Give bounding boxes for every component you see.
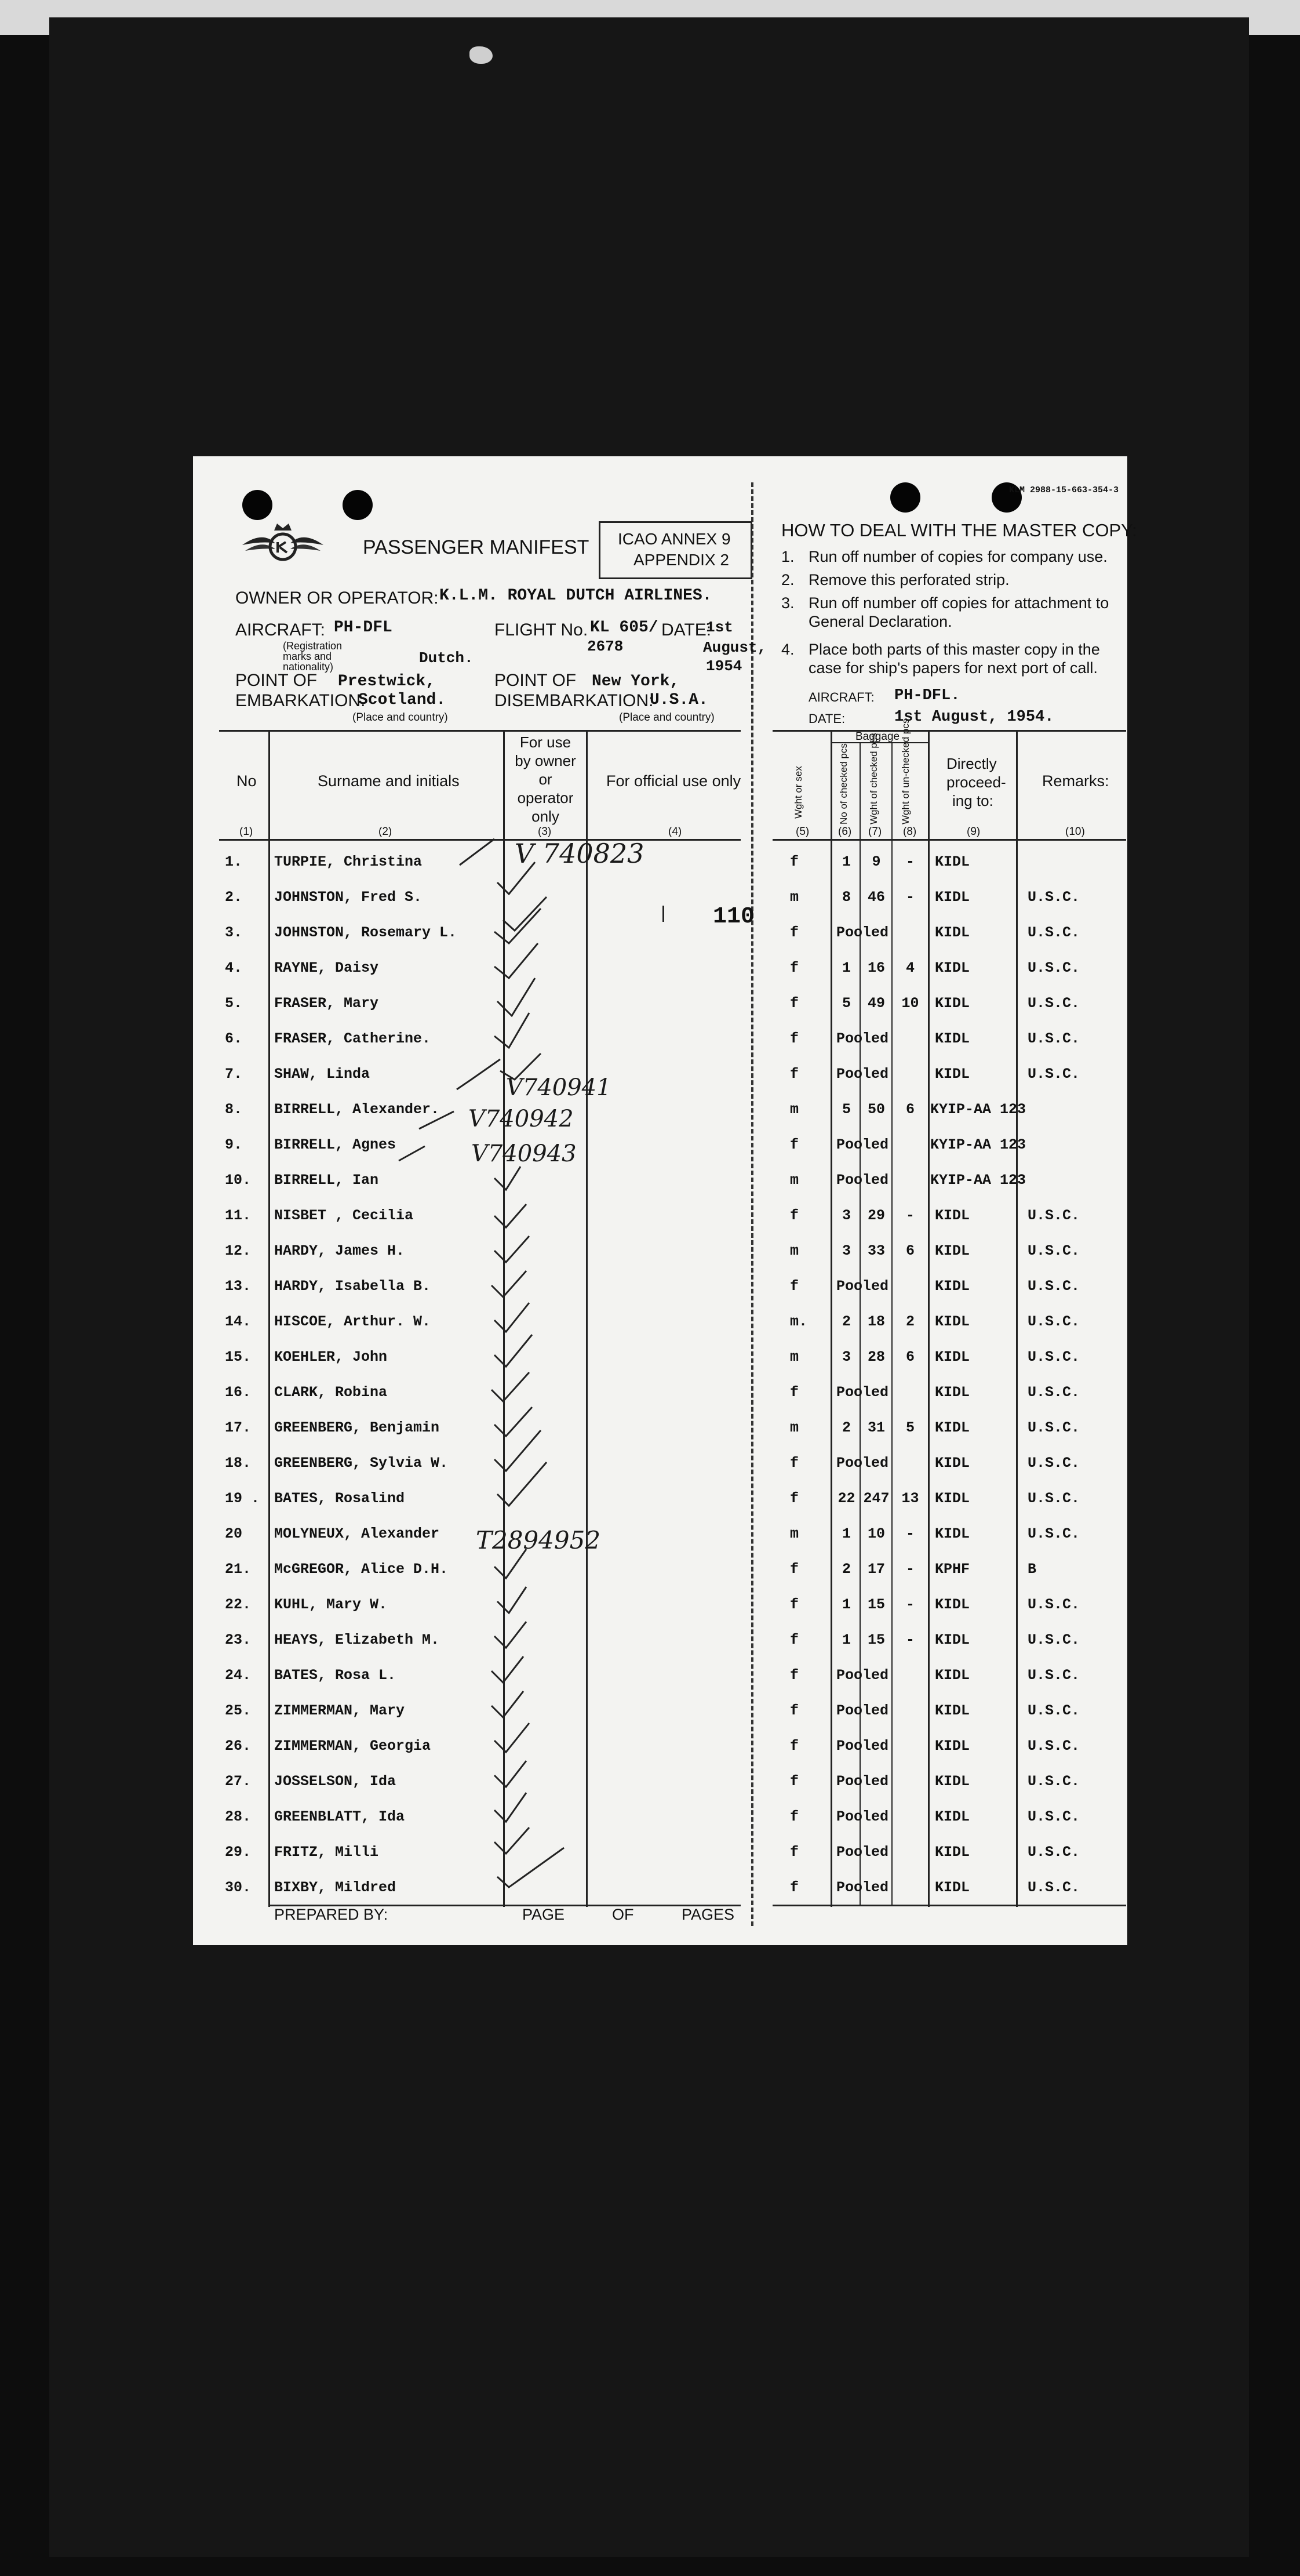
- row-number: 9.: [225, 1136, 243, 1153]
- remarks: U.S.C.: [1028, 1207, 1080, 1224]
- destination: KIDL: [935, 1349, 970, 1365]
- passenger-name: BATES, Rosa L.: [274, 1667, 396, 1684]
- destination: KIDL: [935, 889, 970, 906]
- checked-weight: 29: [867, 1207, 885, 1224]
- col-number: (1): [239, 826, 253, 838]
- header-owner-use-2: by owner: [515, 752, 576, 769]
- passenger-sex: m: [790, 1101, 799, 1118]
- disembarkation-label-2: DISEMBARKATION:: [494, 691, 654, 710]
- unchecked-weight: 5: [905, 1419, 915, 1436]
- owner-value: K.L.M. ROYAL DUTCH AIRLINES.: [439, 587, 712, 605]
- unchecked-weight: -: [905, 889, 915, 906]
- remarks: U.S.C.: [1028, 1879, 1080, 1896]
- passenger-sex: f: [790, 1384, 799, 1401]
- embarkation-note: (Place and country): [352, 711, 448, 724]
- passenger-sex: f: [790, 1030, 799, 1047]
- destination: KIDL: [935, 1667, 970, 1684]
- checked-pieces: 1: [842, 1632, 851, 1648]
- destination: KIDL: [935, 1207, 970, 1224]
- passenger-name: MOLYNEUX, Alexander: [274, 1525, 440, 1542]
- passenger-sex: f: [790, 1490, 799, 1507]
- disembarkation-value-1: New York,: [592, 673, 680, 691]
- passenger-sex: f: [790, 1632, 799, 1648]
- remarks: U.S.C.: [1028, 1808, 1080, 1825]
- checked-pieces: 2: [842, 1313, 851, 1330]
- remarks: U.S.C.: [1028, 1632, 1080, 1648]
- dust-speck: [469, 46, 493, 64]
- passenger-sex: m: [790, 889, 799, 906]
- row-number: 22.: [225, 1596, 252, 1613]
- remarks: U.S.C.: [1028, 1773, 1080, 1790]
- checked-pieces: Pooled: [836, 1030, 889, 1047]
- row-number: 3.: [225, 924, 243, 941]
- remarks: U.S.C.: [1028, 1596, 1080, 1613]
- master-date-label: DATE:: [809, 711, 846, 726]
- embarkation-value-2: Scotland.: [358, 691, 446, 709]
- remarks: U.S.C.: [1028, 889, 1080, 906]
- prepared-by-label: PREPARED BY:: [274, 1906, 388, 1923]
- checked-weight: 31: [867, 1419, 885, 1436]
- passenger-sex: f: [790, 1561, 799, 1578]
- passenger-name: SHAW, Linda: [274, 1066, 370, 1082]
- stub-code: KLM 2988-15-663-354-3: [1009, 485, 1119, 495]
- unchecked-weight: 6: [905, 1242, 915, 1259]
- date-value-2: August,: [703, 639, 767, 656]
- pages-label: PAGES: [682, 1906, 735, 1923]
- header-checked-wght: Wght of checked pcs: [868, 733, 879, 824]
- passenger-name: FRITZ, Milli: [274, 1844, 379, 1861]
- header-owner-use-5: only: [531, 808, 559, 825]
- checked-pieces: Pooled: [836, 1773, 889, 1790]
- passenger-sex: f: [790, 1455, 799, 1472]
- header-unchecked-wght: Wght of un-checked pcs: [900, 718, 911, 824]
- row-number: 19 .: [225, 1490, 260, 1507]
- remarks: U.S.C.: [1028, 1844, 1080, 1861]
- destination: KIDL: [935, 1632, 970, 1648]
- header-remarks: Remarks:: [1042, 772, 1109, 790]
- row-number: 29.: [225, 1844, 252, 1861]
- destination: KIDL: [935, 924, 970, 941]
- passenger-sex: f: [790, 1207, 799, 1224]
- unchecked-weight: 13: [901, 1490, 919, 1507]
- checked-pieces: Pooled: [836, 1738, 889, 1754]
- checked-weight: 247: [863, 1490, 890, 1507]
- col-number: (5): [796, 826, 810, 838]
- master-step-cont: case for ship's papers for next port of call.: [809, 659, 1098, 677]
- checked-pieces: Pooled: [836, 1667, 889, 1684]
- row-number: 15.: [225, 1349, 252, 1365]
- checked-pieces: Pooled: [836, 1702, 889, 1719]
- passenger-name: KUHL, Mary W.: [274, 1596, 388, 1613]
- row-number: 6.: [225, 1030, 243, 1047]
- header-checked-pcs: No of checked pcs: [838, 743, 849, 824]
- unchecked-weight: -: [905, 1207, 915, 1224]
- header-owner-use-3: or: [538, 771, 552, 788]
- remarks: U.S.C.: [1028, 1278, 1080, 1295]
- checked-pieces: Pooled: [836, 1136, 889, 1153]
- passenger-name: HISCOE, Arthur. W.: [274, 1313, 431, 1330]
- master-step-num: 3.: [781, 594, 795, 612]
- row-number: 4.: [225, 960, 243, 976]
- unchecked-weight: -: [905, 1596, 915, 1613]
- checked-pieces: 1: [842, 960, 851, 976]
- col-number: (10): [1065, 826, 1085, 838]
- passenger-name: TURPIE, Christina: [274, 853, 423, 870]
- remarks: U.S.C.: [1028, 1066, 1080, 1082]
- row-number: 13.: [225, 1278, 252, 1295]
- handwritten-number: V740941: [506, 1074, 611, 1101]
- checked-pieces: Pooled: [836, 1808, 889, 1825]
- row-number: 14.: [225, 1313, 252, 1330]
- unchecked-weight: 6: [905, 1101, 915, 1118]
- unchecked-weight: 10: [901, 995, 919, 1012]
- unchecked-weight: -: [905, 1632, 915, 1648]
- passenger-sex: f: [790, 1066, 799, 1082]
- icao-annex: ICAO ANNEX 9: [618, 530, 731, 548]
- row-number: 26.: [225, 1738, 252, 1754]
- passenger-name: BIRRELL, Alexander.: [274, 1101, 440, 1118]
- passenger-sex: m: [790, 1172, 799, 1189]
- checked-pieces: Pooled: [836, 1879, 889, 1896]
- destination: KIDL: [935, 1030, 970, 1047]
- passenger-sex: f: [790, 1879, 799, 1896]
- passenger-name: HEAYS, Elizabeth M.: [274, 1632, 440, 1648]
- passenger-name: GREENBERG, Benjamin: [274, 1419, 440, 1436]
- master-step-cont: General Declaration.: [809, 613, 952, 630]
- passenger-sex: f: [790, 1278, 799, 1295]
- master-date-value: 1st August, 1954.: [894, 709, 1054, 726]
- row-number: 16.: [225, 1384, 252, 1401]
- passenger-name: JOSSELSON, Ida: [274, 1773, 396, 1790]
- header-directly-1: Directly: [946, 755, 997, 772]
- row-number: 18.: [225, 1455, 252, 1472]
- row-number: 7.: [225, 1066, 243, 1082]
- owner-label: OWNER OR OPERATOR:: [235, 588, 439, 608]
- unchecked-weight: -: [905, 1525, 915, 1542]
- remarks: U.S.C.: [1028, 1313, 1080, 1330]
- master-aircraft-label: AIRCRAFT:: [809, 690, 875, 704]
- row-number: 30.: [225, 1879, 252, 1896]
- remarks: U.S.C.: [1028, 1490, 1080, 1507]
- checked-pieces: Pooled: [836, 1172, 889, 1189]
- remarks: B: [1028, 1561, 1037, 1578]
- flight-value: KL 605/: [590, 619, 658, 637]
- passenger-name: ZIMMERMAN, Mary: [274, 1702, 405, 1719]
- date-value-1: 1st: [706, 619, 733, 636]
- master-step: Run off number off copies for attachment to: [809, 594, 1109, 612]
- passenger-sex: m: [790, 1525, 799, 1542]
- passenger-name: BIRRELL, Agnes: [274, 1136, 396, 1153]
- disembarkation-note: (Place and country): [619, 711, 715, 724]
- passenger-sex: f: [790, 995, 799, 1012]
- handwritten-number: V 740823: [515, 838, 644, 869]
- destination: KIDL: [935, 1844, 970, 1861]
- passenger-name: BATES, Rosalind: [274, 1490, 405, 1507]
- row-number: 5.: [225, 995, 243, 1012]
- handwritten-number: V740943: [471, 1140, 577, 1167]
- header-official: For official use only: [606, 772, 741, 790]
- checked-weight: 15: [867, 1596, 885, 1613]
- of-label: OF: [612, 1906, 634, 1923]
- passenger-name: HARDY, James H.: [274, 1242, 405, 1259]
- passenger-sex: m: [790, 1349, 799, 1365]
- master-step: Remove this perforated strip.: [809, 571, 1010, 588]
- row-number: 23.: [225, 1632, 252, 1648]
- row-number: 21.: [225, 1561, 252, 1578]
- destination: KIDL: [935, 1066, 970, 1082]
- destination: KIDL: [935, 1525, 970, 1542]
- checked-pieces: Pooled: [836, 1278, 889, 1295]
- manifest-paper: [193, 456, 1137, 1945]
- destination: KIDL: [935, 1879, 970, 1896]
- unchecked-weight: -: [905, 1561, 915, 1578]
- form-title: PASSENGER MANIFEST: [363, 536, 589, 558]
- destination: KYIP-AA 123: [930, 1101, 1026, 1118]
- handwritten-number: V740942: [468, 1106, 574, 1132]
- checked-pieces: 3: [842, 1207, 851, 1224]
- header-no: No: [236, 772, 257, 790]
- checked-pieces: Pooled: [836, 1844, 889, 1861]
- checked-pieces: 2: [842, 1419, 851, 1436]
- master-step: Place both parts of this master copy in the: [809, 641, 1100, 658]
- checked-pieces: 1: [842, 1525, 851, 1542]
- passenger-name: HARDY, Isabella B.: [274, 1278, 431, 1295]
- col-number: (8): [903, 826, 917, 838]
- row-number: 17.: [225, 1419, 252, 1436]
- header-owner-use-4: operator: [517, 789, 574, 806]
- row-number: 2.: [225, 889, 243, 906]
- passenger-sex: f: [790, 1667, 799, 1684]
- passenger-name: FRASER, Catherine.: [274, 1030, 431, 1047]
- destination: KIDL: [935, 1384, 970, 1401]
- passenger-sex: f: [790, 924, 799, 941]
- nationality-value: Dutch.: [419, 649, 474, 667]
- checked-weight: 50: [867, 1101, 885, 1118]
- remarks: U.S.C.: [1028, 1702, 1080, 1719]
- passenger-name: GREENBERG, Sylvia W.: [274, 1455, 449, 1472]
- checked-pieces: 8: [842, 889, 851, 906]
- destination: KIDL: [935, 960, 970, 976]
- date-value-3: 1954: [706, 657, 742, 675]
- embarkation-label-2: EMBARKATION:: [235, 691, 366, 710]
- disembarkation-label-1: POINT OF: [494, 671, 577, 690]
- passenger-sex: f: [790, 1596, 799, 1613]
- remarks: U.S.C.: [1028, 1525, 1080, 1542]
- passenger-name: GREENBLATT, Ida: [274, 1808, 405, 1825]
- checked-pieces: 2: [842, 1561, 851, 1578]
- checked-weight: 18: [867, 1313, 885, 1330]
- remarks: U.S.C.: [1028, 1349, 1080, 1365]
- checked-pieces: 5: [842, 1101, 851, 1118]
- checked-pieces: Pooled: [836, 1066, 889, 1082]
- passenger-sex: f: [790, 1738, 799, 1754]
- passenger-name: NISBET , Cecilia: [274, 1207, 414, 1224]
- checked-pieces: 5: [842, 995, 851, 1012]
- master-title: HOW TO DEAL WITH THE MASTER COPY:: [781, 520, 1137, 540]
- passenger-name: JOHNSTON, Fred S.: [274, 889, 423, 906]
- master-step-num: 4.: [781, 641, 795, 658]
- destination: KIDL: [935, 1313, 970, 1330]
- checked-pieces: 22: [837, 1490, 855, 1507]
- row-number: 10.: [225, 1172, 252, 1189]
- aircraft-label: AIRCRAFT:: [235, 620, 326, 640]
- header-directly-3: ing to:: [952, 792, 993, 809]
- passenger-sex: f: [790, 1773, 799, 1790]
- remarks: U.S.C.: [1028, 1667, 1080, 1684]
- col-number: (3): [538, 826, 552, 838]
- row-number: 12.: [225, 1242, 252, 1259]
- master-step-num: 1.: [781, 548, 795, 565]
- passenger-name: RAYNE, Daisy: [274, 960, 379, 976]
- checked-weight: 46: [867, 889, 885, 906]
- checked-pieces: Pooled: [836, 1455, 889, 1472]
- remarks: U.S.C.: [1028, 1242, 1080, 1259]
- master-step-num: 2.: [781, 571, 795, 588]
- remarks: U.S.C.: [1028, 1030, 1080, 1047]
- checked-weight: 16: [867, 960, 885, 976]
- remarks: U.S.C.: [1028, 1419, 1080, 1436]
- master-step: Run off number of copies for company use.: [809, 548, 1108, 565]
- destination: KIDL: [935, 1596, 970, 1613]
- date-label: DATE:: [661, 620, 712, 640]
- destination: KIDL: [935, 1455, 970, 1472]
- col-number: (9): [967, 826, 981, 838]
- handwritten-number: T2894952: [476, 1526, 601, 1554]
- header-name: Surname and initials: [318, 772, 460, 790]
- col-number: (2): [378, 826, 392, 838]
- remarks: U.S.C.: [1028, 1738, 1080, 1754]
- passenger-sex: f: [790, 853, 799, 870]
- header-baggage: Baggage: [855, 731, 900, 743]
- destination: KIDL: [935, 1278, 970, 1295]
- passenger-name: ZIMMERMAN, Georgia: [274, 1738, 431, 1754]
- unchecked-weight: -: [905, 853, 915, 870]
- flight-value-2: 2678: [587, 638, 624, 655]
- passenger-sex: f: [790, 960, 799, 976]
- destination: KIDL: [935, 1773, 970, 1790]
- row-number: 1.: [225, 853, 243, 870]
- passenger-sex: m: [790, 1419, 799, 1436]
- row-number: 27.: [225, 1773, 252, 1790]
- destination: KYIP-AA 123: [930, 1136, 1026, 1153]
- checked-weight: 28: [867, 1349, 885, 1365]
- checked-pieces: Pooled: [836, 1384, 889, 1401]
- row-number: 24.: [225, 1667, 252, 1684]
- col-number: (7): [868, 826, 882, 838]
- col-number: (4): [668, 826, 682, 838]
- checked-weight: 9: [872, 853, 881, 870]
- unchecked-weight: 6: [905, 1349, 915, 1365]
- unchecked-weight: 4: [905, 960, 915, 976]
- destination: KIDL: [935, 1738, 970, 1754]
- passenger-sex: f: [790, 1702, 799, 1719]
- passenger-sex: f: [790, 1136, 799, 1153]
- remarks: U.S.C.: [1028, 1455, 1080, 1472]
- disembarkation-value-2: U.S.A.: [650, 691, 708, 709]
- destination: KIDL: [935, 1702, 970, 1719]
- official-note: 110: [713, 904, 755, 930]
- checked-weight: 33: [867, 1242, 885, 1259]
- checked-weight: 17: [867, 1561, 885, 1578]
- checked-weight: 49: [867, 995, 885, 1012]
- passenger-name: CLARK, Robina: [274, 1384, 388, 1401]
- header-weight-sex: Wght or sex: [793, 766, 804, 819]
- destination: KIDL: [935, 853, 970, 870]
- destination: KYIP-AA 123: [930, 1172, 1026, 1189]
- checked-pieces: Pooled: [836, 924, 889, 941]
- destination: KPHF: [935, 1561, 970, 1578]
- registration-note: (Registration marks and nationality): [283, 640, 343, 673]
- passenger-name: BIRRELL, Ian: [274, 1172, 379, 1189]
- flight-label: FLIGHT No.: [494, 620, 588, 640]
- passenger-sex: f: [790, 1844, 799, 1861]
- row-number: 8.: [225, 1101, 243, 1118]
- header-owner-use-1: For use: [519, 733, 571, 751]
- passenger-sex: m.: [790, 1313, 808, 1330]
- row-number: 25.: [225, 1702, 252, 1719]
- destination: KIDL: [935, 1808, 970, 1825]
- destination: KIDL: [935, 1419, 970, 1436]
- row-number: 20: [225, 1525, 243, 1542]
- checked-weight: 15: [867, 1632, 885, 1648]
- embarkation-label-1: POINT OF: [235, 671, 318, 690]
- passenger-sex: f: [790, 1808, 799, 1825]
- passenger-name: JOHNSTON, Rosemary L.: [274, 924, 457, 941]
- embarkation-value-1: Prestwick,: [338, 673, 436, 691]
- page-label: PAGE: [522, 1906, 565, 1923]
- aircraft-value: PH-DFL: [334, 619, 392, 637]
- remarks: U.S.C.: [1028, 960, 1080, 976]
- passenger-name: McGREGOR, Alice D.H.: [274, 1561, 449, 1578]
- passenger-name: FRASER, Mary: [274, 995, 379, 1012]
- unchecked-weight: 2: [905, 1313, 915, 1330]
- remarks: U.S.C.: [1028, 924, 1080, 941]
- destination: KIDL: [935, 1242, 970, 1259]
- checked-pieces: 1: [842, 853, 851, 870]
- checked-weight: 10: [867, 1525, 885, 1542]
- col-number: (6): [838, 826, 852, 838]
- passenger-name: BIXBY, Mildred: [274, 1879, 396, 1896]
- checked-pieces: 3: [842, 1242, 851, 1259]
- row-number: 28.: [225, 1808, 252, 1825]
- header-directly-2: proceed-: [946, 773, 1006, 791]
- icao-appendix: APPENDIX 2: [633, 551, 729, 569]
- passenger-name: KOEHLER, John: [274, 1349, 388, 1365]
- checked-pieces: 1: [842, 1596, 851, 1613]
- checked-pieces: 3: [842, 1349, 851, 1365]
- passenger-sex: m: [790, 1242, 799, 1259]
- remarks: U.S.C.: [1028, 995, 1080, 1012]
- master-aircraft-value: PH-DFL.: [894, 687, 960, 704]
- destination: KIDL: [935, 1490, 970, 1507]
- remarks: U.S.C.: [1028, 1384, 1080, 1401]
- row-number: 11.: [225, 1207, 252, 1224]
- destination: KIDL: [935, 995, 970, 1012]
- handwritten-ticks: [193, 456, 1127, 1945]
